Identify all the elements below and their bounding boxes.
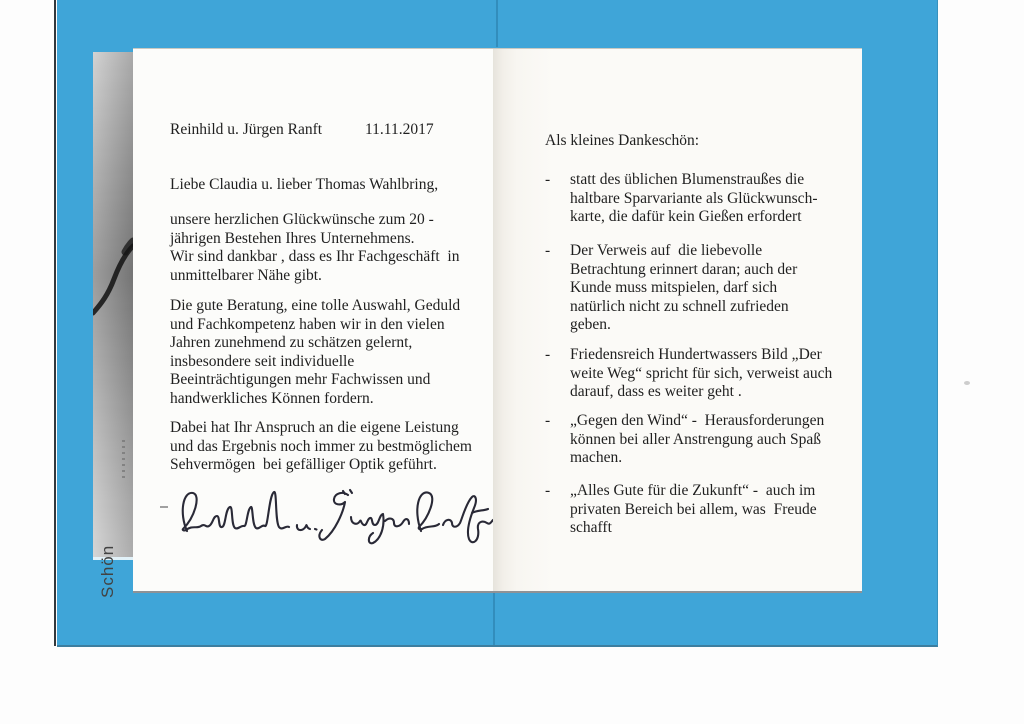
- letter-right-page: [493, 48, 862, 593]
- bullet-item: [545, 171, 862, 227]
- letter-paragraph-2: Die gute Beratung, eine tolle Auswahl, Geduld und Fachkompetenz haben wir in den vielen Jahren zunehmend zu schätzen gelernt, insbesondere seit individuelle Beeinträchtigungen mehr Fachwissen und handwerkliches Können fordern.: [170, 297, 461, 407]
- bullet-text: Der Verweis auf die liebevolle Betrachtung erinnert daran; auch der Kunde muss mitspielen, darf sich natürlich nicht zu schnell zufrieden geben.: [570, 242, 798, 334]
- cover-photo-strip: [93, 52, 135, 598]
- scan-speck: [964, 381, 970, 385]
- bullet-text: Friedensreich Hundertwassers Bild „Der weite Weg“ spricht für sich, verweist auch darauf, dass es weiter geht .: [570, 346, 833, 401]
- letter-paragraph-3: Dabei hat Ihr Anspruch an die eigene Leistung und das Ergebnis noch immer zu bestmöglichem Sehvermögen bei gefälliger Optik geführt.: [170, 419, 472, 474]
- card-left-edge-shadow: [54, 0, 56, 646]
- cover-title-vertical: Schön: [98, 544, 117, 598]
- letter-left-page: [133, 48, 493, 593]
- bullet-marker: -: [545, 412, 551, 429]
- bullet-text: „Gegen den Wind“ - Herausforderungen können bei aller Anstrengung auch Spaß machen.: [570, 412, 825, 467]
- bullet-marker: -: [545, 346, 551, 363]
- bullet-item: [545, 412, 862, 468]
- card-fold-crease-top: [496, 0, 498, 47]
- bullet-item: [545, 482, 862, 538]
- bullet-marker: -: [545, 482, 551, 499]
- card-fold-crease-bottom: [493, 588, 495, 645]
- sender-names: Reinhild u. Jürgen Ranft: [170, 121, 323, 138]
- bullet-item: [545, 346, 862, 402]
- thanks-heading: Als kleines Dankeschön:: [545, 132, 700, 149]
- bullet-text: statt des üblichen Blumenstraußes die haltbare Sparvariante als Glückwunsch- karte, die dafür kein Gießen erfordert: [570, 171, 818, 226]
- bullet-marker: -: [545, 171, 551, 188]
- bullet-marker: -: [545, 242, 551, 259]
- scan-artifact-dash: [160, 506, 168, 508]
- bullet-text: „Alles Gute für die Zukunft“ - auch im privaten Bereich bei allem, was Freude schafft: [570, 482, 817, 537]
- signature-handwriting: [173, 479, 493, 557]
- cover-small-print: [122, 440, 125, 478]
- bullet-item: [545, 242, 862, 335]
- salutation: Liebe Claudia u. lieber Thomas Wahlbring,: [170, 176, 439, 193]
- letter-paragraph-1: unsere herzlichen Glückwünsche zum 20 - jährigen Bestehen Ihres Unternehmens. Wir sind dankbar , dass es Ihr Fachgeschäft in unmittelbarer Nähe gibt.: [170, 211, 460, 284]
- letter-date: 11.11.2017: [365, 121, 434, 138]
